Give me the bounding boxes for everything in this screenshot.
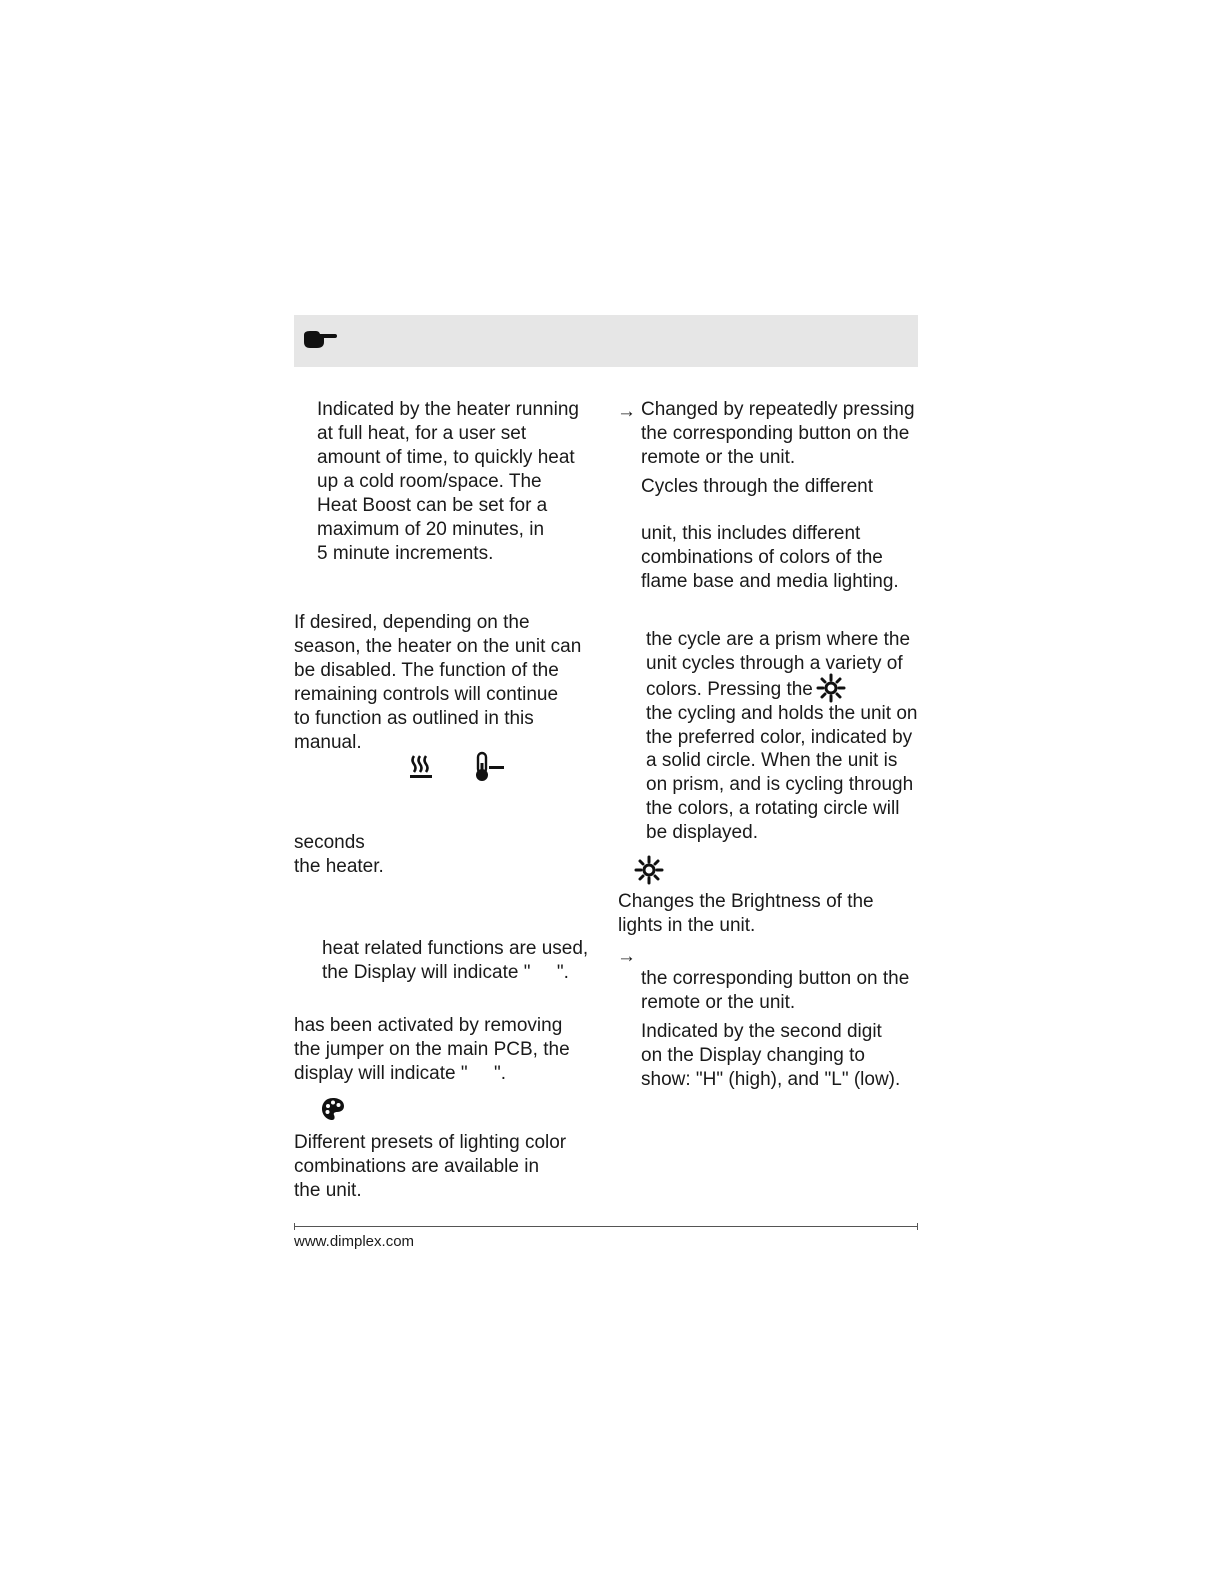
text-line: combinations are available in bbox=[294, 1156, 540, 1177]
text-line: heat related functions are used, bbox=[322, 938, 589, 959]
text-line: combinations of colors of the bbox=[641, 547, 883, 568]
text-line: a solid circle. When the unit is bbox=[646, 750, 898, 771]
text-line: If desired, depending on the bbox=[294, 612, 530, 633]
text-line: remote or the unit. bbox=[641, 447, 796, 468]
text-line: unit, this includes different bbox=[641, 523, 861, 544]
text-line: at full heat, for a user set bbox=[317, 423, 527, 444]
sun-brightness-icon bbox=[816, 673, 846, 703]
text-line: lights in the unit. bbox=[618, 915, 756, 936]
text-line: season, the heater on the unit can bbox=[294, 636, 582, 657]
text-line: on the Display changing to bbox=[641, 1045, 865, 1066]
text-line: display will indicate " ". bbox=[294, 1063, 507, 1084]
thermometer-minus-icon bbox=[472, 751, 506, 783]
text-line: unit cycles through a variety of bbox=[646, 653, 903, 674]
arrow-icon: → bbox=[617, 401, 636, 422]
cycles-text: Cycles through the different bbox=[641, 476, 874, 497]
text-line: the unit. bbox=[294, 1180, 362, 1201]
text-line: be displayed. bbox=[646, 822, 758, 843]
text-line: Changes the Brightness of the bbox=[618, 891, 874, 912]
text-line: seconds bbox=[294, 832, 365, 853]
text-line: the preferred color, indicated by bbox=[646, 727, 913, 748]
text-line: Changed by repeatedly pressing bbox=[641, 399, 915, 420]
text-line: on prism, and is cycling through bbox=[646, 774, 914, 795]
text-line: remaining controls will continue bbox=[294, 684, 559, 705]
text-line: has been activated by removing bbox=[294, 1015, 563, 1036]
text-line: the corresponding button on the bbox=[641, 968, 910, 989]
text-line: be disabled. The function of the bbox=[294, 660, 559, 681]
text-line: flame base and media lighting. bbox=[641, 571, 899, 592]
text-line: maximum of 20 minutes, in bbox=[317, 519, 545, 540]
text-line: 5 minute increments. bbox=[317, 543, 494, 564]
text-line: Heat Boost can be set for a bbox=[317, 495, 548, 516]
text-line: Different presets of lighting color bbox=[294, 1132, 567, 1153]
text-line: Indicated by the heater running bbox=[317, 399, 579, 420]
text-line: the corresponding button on the bbox=[641, 423, 910, 444]
text-line: the colors, a rotating circle will bbox=[646, 798, 900, 819]
text-line: manual. bbox=[294, 732, 362, 753]
text-line: remote or the unit. bbox=[641, 992, 796, 1013]
heat-waves-icon bbox=[408, 754, 434, 780]
text-line: up a cold room/space. The bbox=[317, 471, 542, 492]
arrow-icon: → bbox=[617, 946, 636, 967]
text-line: the cycle are a prism where the bbox=[646, 629, 911, 650]
pointing-hand-icon bbox=[302, 327, 338, 353]
text-line: colors. Pressing the bbox=[646, 679, 813, 700]
text-line: show: "H" (high), and "L" (low). bbox=[641, 1069, 901, 1090]
note-banner bbox=[294, 315, 918, 367]
text-line: the heater. bbox=[294, 856, 384, 877]
text-line: the cycling and holds the unit on bbox=[646, 703, 918, 724]
text-line: Indicated by the second digit bbox=[641, 1021, 882, 1042]
palette-icon bbox=[320, 1096, 346, 1122]
sun-brightness-icon bbox=[634, 855, 664, 885]
text-line: to function as outlined in this bbox=[294, 708, 534, 729]
text-line: the Display will indicate " ". bbox=[322, 962, 569, 983]
footer-divider bbox=[294, 1226, 918, 1227]
text-line: the jumper on the main PCB, the bbox=[294, 1039, 570, 1060]
text-line: amount of time, to quickly heat bbox=[317, 447, 575, 468]
footer-url[interactable]: www.dimplex.com bbox=[294, 1233, 415, 1250]
